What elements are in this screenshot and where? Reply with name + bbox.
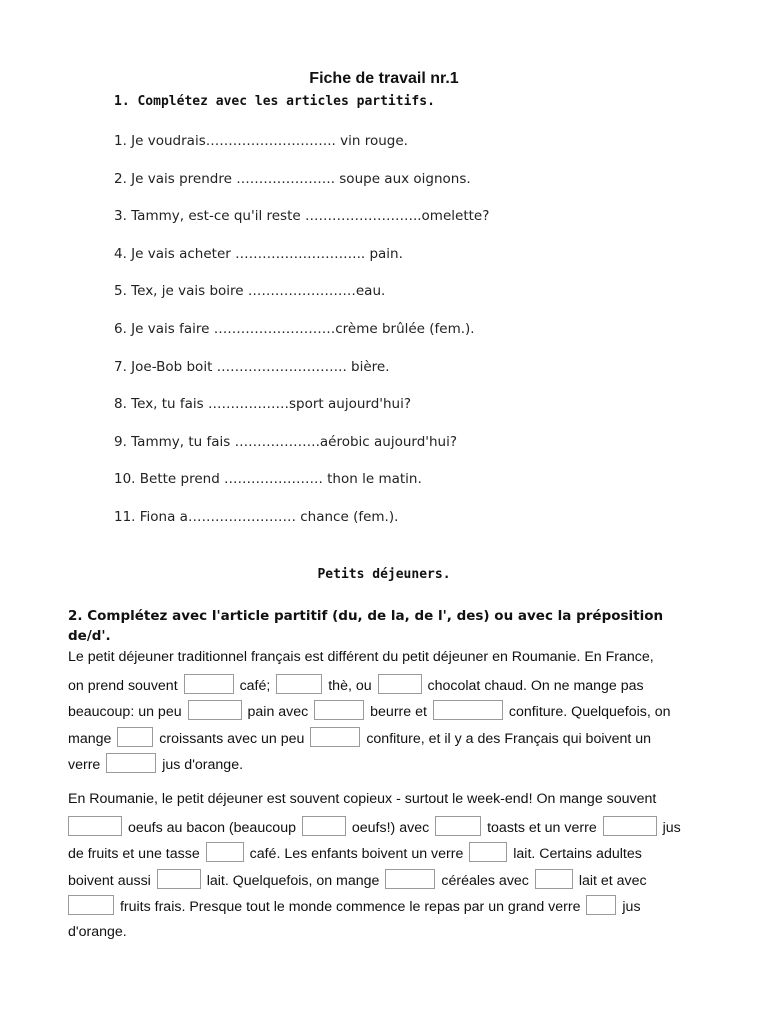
- exercise2-paragraph-2: [68, 789, 700, 942]
- text-segment: beaucoup: un peu: [68, 704, 182, 720]
- text-segment: fruits frais. Presque tout le monde commence le repas par un grand verre: [119, 899, 581, 915]
- section-title: Petits déjeuners.: [317, 567, 451, 582]
- answer-blank-field[interactable]: [603, 816, 657, 836]
- exercise1-heading: 1. Complétez avec les articles partitifs.: [114, 94, 435, 109]
- text-segment: Le petit déjeuner traditionnel français est différent du petit déjeuner en Roumanie. En France,: [68, 649, 654, 665]
- paragraph-line: [68, 674, 700, 701]
- worksheet-title: Fiche de travail nr.1: [309, 70, 459, 87]
- exercise1-item: 11. Fiona a…………………… chance (fem.).: [114, 508, 399, 525]
- answer-blank-field[interactable]: [188, 700, 242, 720]
- exercise1-item: 10. Bette prend …………………. thon le matin.: [114, 471, 422, 488]
- text-segment: boivent aussi: [68, 872, 151, 889]
- text-segment: thè, ou: [328, 677, 372, 694]
- text-segment: jus: [622, 899, 641, 915]
- exercise2-paragraph-1: [68, 647, 700, 773]
- exercise1-item: 6. Je vais faire ………………………crème brûlée (fem.).: [114, 320, 475, 337]
- exercise1-item: 4. Je vais acheter ……………………….. pain.: [114, 245, 403, 262]
- text-segment: de fruits et une tasse: [68, 846, 200, 862]
- answer-blank-field[interactable]: [310, 727, 360, 747]
- text-segment: mange: [68, 730, 112, 747]
- text-segment: verre: [68, 757, 101, 773]
- exercise1-item: 7. Joe-Bob boit ……………………….. bière.: [114, 358, 390, 375]
- text-segment: pain avec: [247, 704, 309, 720]
- text-segment: oeufs au bacon (beaucoup: [127, 819, 296, 836]
- text-segment: beurre et: [370, 704, 427, 720]
- answer-blank-field[interactable]: [385, 869, 435, 889]
- paragraph-line: [68, 869, 700, 896]
- paragraph-line: [68, 922, 700, 942]
- exercise1-item: 1. Je voudrais……………………….. vin rouge.: [114, 133, 408, 149]
- answer-blank-field[interactable]: [469, 842, 507, 862]
- answer-blank-field[interactable]: [378, 674, 422, 694]
- text-segment: toasts et un verre: [487, 819, 597, 836]
- text-segment: En Roumanie, le petit déjeuner est souvent copieux - surtout le week-end! On mange souvent: [68, 791, 657, 807]
- text-segment: oeufs!) avec: [351, 819, 430, 836]
- paragraph-line: [68, 753, 700, 773]
- paragraph-line: [68, 842, 700, 869]
- text-segment: céréales avec: [441, 872, 529, 889]
- exercise1-item: 2. Je vais prendre …………………. soupe aux oignons.: [114, 170, 471, 187]
- exercise2-heading: 2. Complétez avec l'article partitif (du, de la, de l', des) ou avec la préposition de/d'.: [68, 608, 664, 644]
- answer-blank-field[interactable]: [314, 700, 364, 720]
- answer-blank-field[interactable]: [68, 816, 122, 836]
- text-segment: café. Les enfants boivent un verre: [249, 846, 464, 862]
- text-segment: café;: [239, 677, 271, 694]
- exercise1-item: 8. Tex, tu fais ………………sport aujourd'hui?: [114, 396, 412, 413]
- answer-blank-field[interactable]: [276, 674, 322, 694]
- exercise1-list: [114, 131, 489, 545]
- answer-blank-field[interactable]: [68, 895, 114, 915]
- text-segment: on prend souvent: [68, 677, 178, 694]
- paragraph-line: [68, 816, 700, 843]
- text-segment: jus d'orange.: [162, 757, 244, 773]
- text-segment: lait et avec: [578, 872, 647, 889]
- paragraph-line: [68, 895, 700, 922]
- paragraph-line: [68, 727, 700, 754]
- answer-blank-field[interactable]: [535, 869, 573, 889]
- answer-blank-field[interactable]: [206, 842, 244, 862]
- answer-blank-field[interactable]: [106, 753, 156, 773]
- exercise1-item: 3. Tammy, est-ce qu'il reste ……………………..omelette?: [114, 208, 490, 225]
- text-segment: confiture. Quelquefois, on: [508, 704, 671, 720]
- answer-blank-field[interactable]: [433, 700, 503, 720]
- paragraph-line: [68, 700, 700, 727]
- text-segment: chocolat chaud. On ne mange pas: [427, 677, 644, 694]
- exercise1-item: 5. Tex, je vais boire ……………………eau.: [114, 283, 386, 300]
- text-segment: confiture, et il y a des Français qui boivent un: [366, 730, 652, 747]
- answer-blank-field[interactable]: [117, 727, 153, 747]
- text-segment: lait. Certains adultes: [513, 846, 642, 862]
- text-segment: croissants avec un peu: [159, 730, 305, 747]
- answer-blank-field[interactable]: [302, 816, 346, 836]
- answer-blank-field[interactable]: [586, 895, 616, 915]
- paragraph-line: [68, 789, 700, 816]
- answer-blank-field[interactable]: [184, 674, 234, 694]
- answer-blank-field[interactable]: [435, 816, 481, 836]
- text-segment: lait. Quelquefois, on mange: [206, 872, 380, 889]
- text-segment: jus: [662, 819, 681, 836]
- answer-blank-field[interactable]: [157, 869, 201, 889]
- text-segment: d'orange.: [68, 923, 127, 940]
- exercise1-item: 9. Tammy, tu fais ……………….aérobic aujourd'hui?: [114, 433, 458, 450]
- paragraph-line: [68, 647, 700, 674]
